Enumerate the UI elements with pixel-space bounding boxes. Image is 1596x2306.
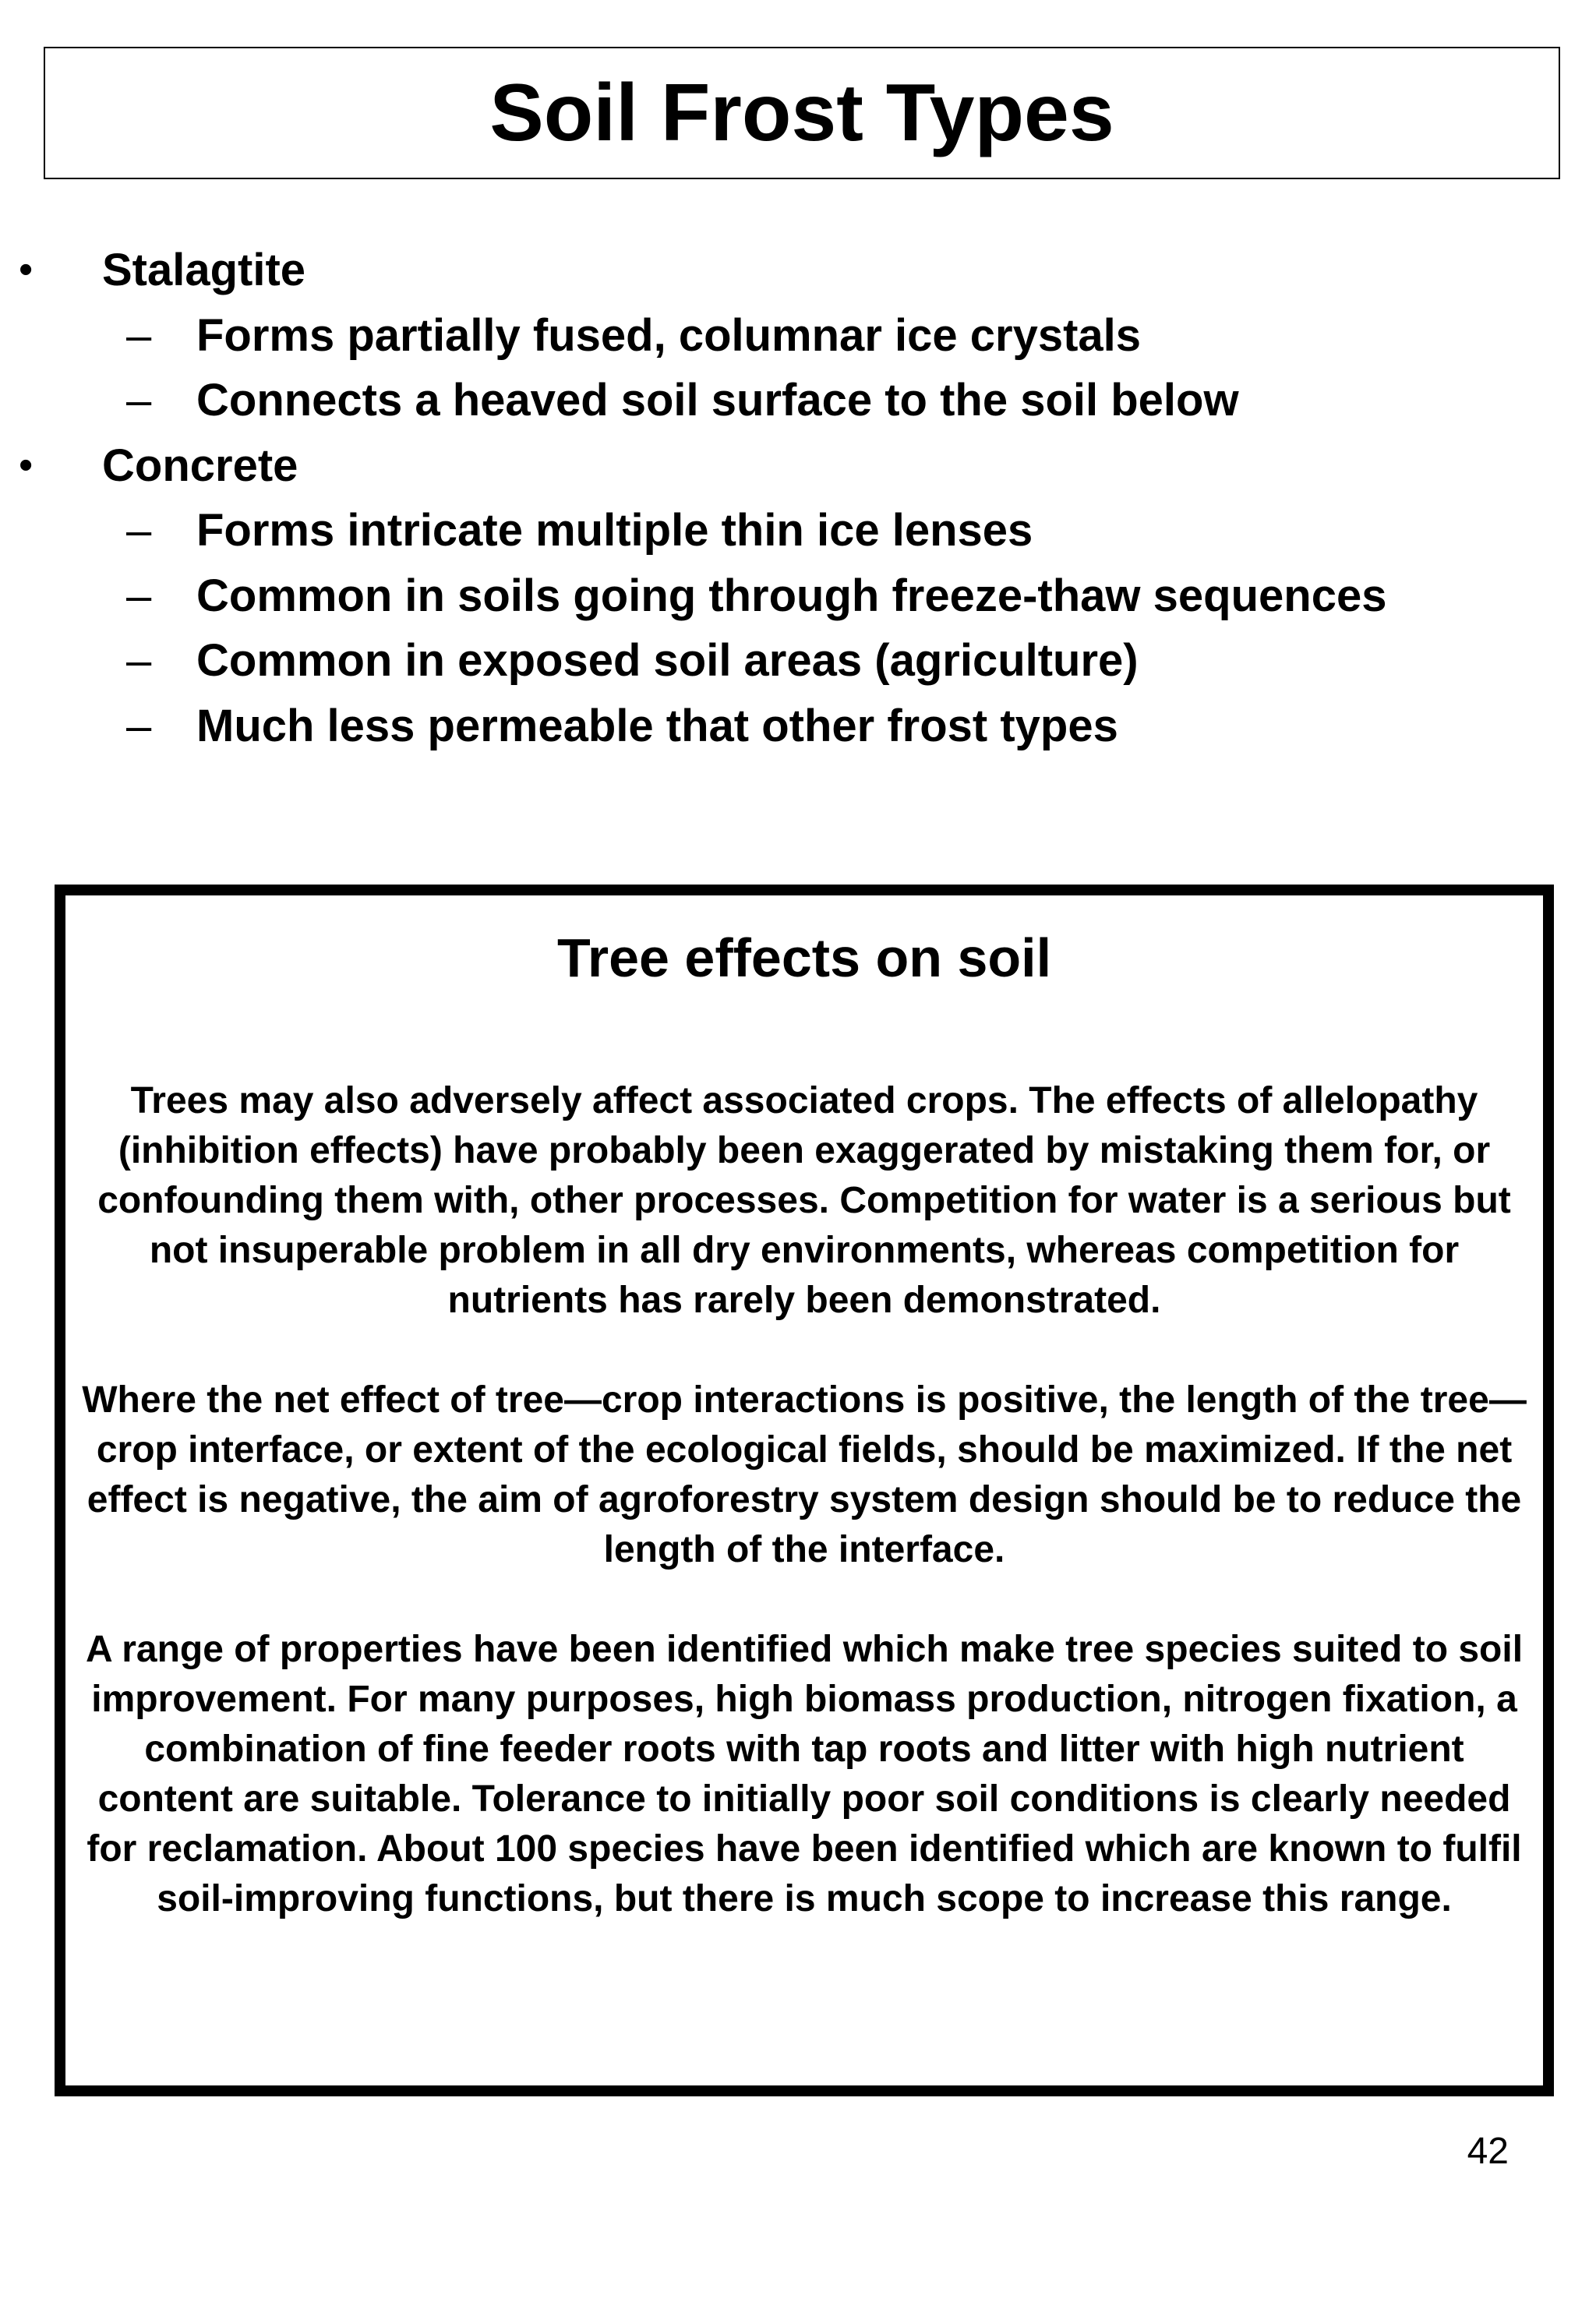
sub-bullet-item (0, 303, 1596, 369)
sub-bullet-text: Connects a heaved soil surface to the soil below (196, 375, 1239, 426)
dash-marker: – (126, 700, 152, 751)
sub-bullet-item (0, 628, 1596, 694)
sub-bullet-item (0, 563, 1596, 629)
bullet-item-stalagtite (0, 238, 1596, 303)
tree-effects-box (55, 885, 1554, 2096)
page-number: 42 (1467, 2131, 1509, 2172)
bullet-label: Concrete (102, 440, 298, 491)
box-paragraph: Trees may also adversely affect associated crops. The effects of allelopathy (inhibition effects) have probably been exaggerated by mistaking them for, or confounding them with, other processes. Competition for water is a serious but not insuperable problem in all dry environments, whereas competition for nutrients has rarely been demonstrated. (97, 1080, 1511, 1321)
bullet-label: Stalagtite (102, 245, 306, 295)
sub-bullet-text: Forms intricate multiple thin ice lenses (196, 505, 1033, 556)
sub-bullet-text: Much less permeable that other frost types (196, 700, 1118, 751)
bullet-marker: • (19, 442, 34, 488)
bullet-item-concrete (0, 433, 1596, 499)
sub-bullet-text: Common in soils going through freeze-thaw sequences (196, 570, 1387, 621)
sub-bullet-item (0, 498, 1596, 563)
dash-marker: – (126, 570, 152, 621)
box-paragraph: A range of properties have been identified which make tree species suited to soil improvement. For many purposes, high biomass production, nitrogen fixation, a combination of fine feeder roots with tap roots and litter with high nutrient content are suitable. Tolerance to initially poor soil conditions is clearly needed for reclamation. About 100 species have been identified which are known to fulfil soil-improving functions, but there is much scope to increase this range. (85, 1629, 1524, 1919)
box-heading: Tree effects on soil (556, 927, 1052, 988)
bullet-marker: • (19, 247, 34, 292)
sub-bullet-text: Forms partially fused, columnar ice crystals (196, 309, 1142, 361)
sub-bullet-item (0, 368, 1596, 433)
dash-marker: – (126, 635, 152, 686)
page-title: Soil Frost Types (489, 68, 1114, 158)
dash-marker: – (126, 309, 152, 361)
box-paragraph: Where the net effect of tree—crop interactions is positive, the length of the tree—crop interface, or extent of the ecological fields, should be maximized. If the net effect is negative, the aim of agroforestry system design should be to reduce the length of the interface. (82, 1379, 1527, 1570)
sub-bullet-item (0, 694, 1596, 759)
dash-marker: – (126, 375, 152, 426)
title-box (44, 47, 1560, 179)
sub-bullet-text: Common in exposed soil areas (agriculture) (196, 635, 1139, 686)
dash-marker: – (126, 505, 152, 556)
box-body (81, 1076, 1527, 1974)
bullet-list (0, 238, 1596, 758)
